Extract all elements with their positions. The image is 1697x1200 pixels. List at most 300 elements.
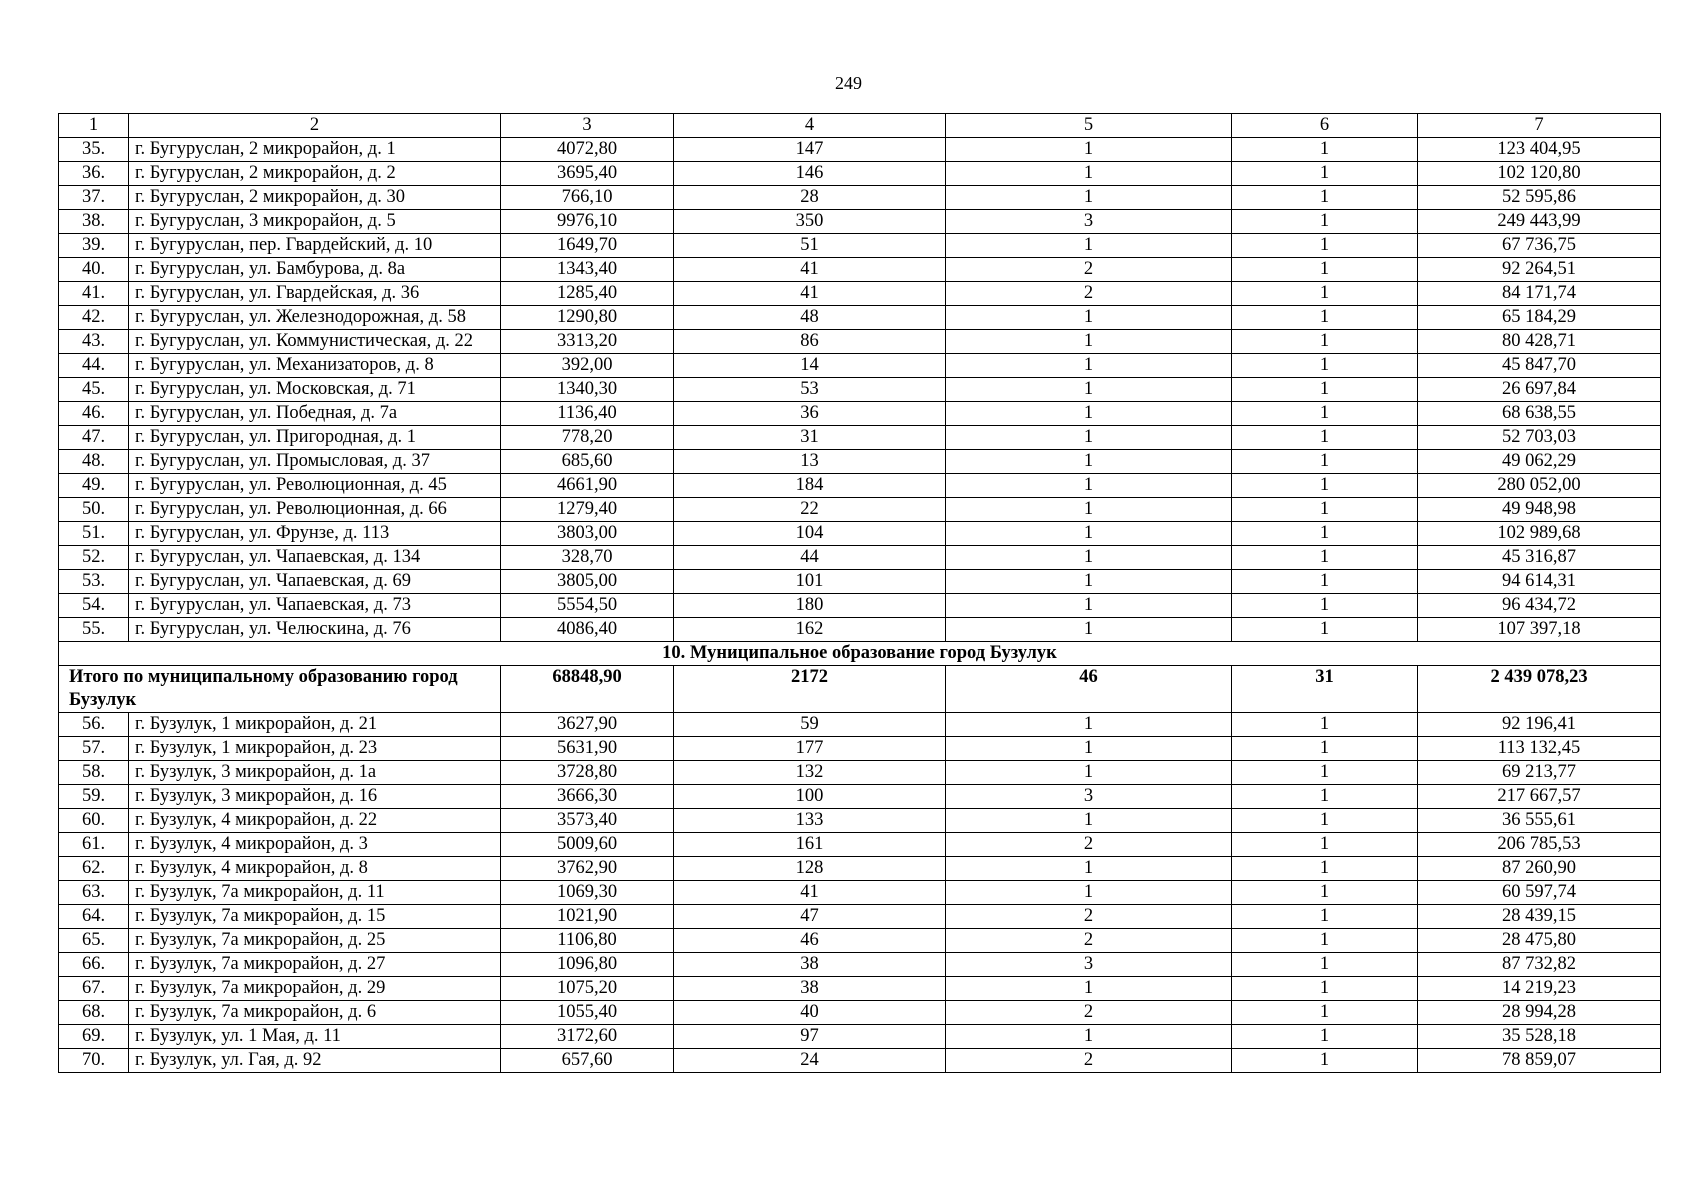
col5-cell: 1 [946, 1025, 1232, 1049]
residents-cell: 38 [674, 977, 946, 1001]
table-row [59, 833, 1661, 857]
row-number-cell: 56. [59, 713, 129, 737]
table-row [59, 210, 1661, 234]
area-cell: 1279,40 [501, 498, 674, 522]
area-cell: 4086,40 [501, 618, 674, 642]
area-cell: 3573,40 [501, 809, 674, 833]
col5-cell: 2 [946, 258, 1232, 282]
table-row [59, 330, 1661, 354]
residents-cell: 51 [674, 234, 946, 258]
col5-cell: 1 [946, 354, 1232, 378]
col5-cell: 2 [946, 929, 1232, 953]
col6-cell: 1 [1232, 258, 1418, 282]
residents-cell: 177 [674, 737, 946, 761]
residents-cell: 86 [674, 330, 946, 354]
col5-cell: 2 [946, 282, 1232, 306]
residents-cell: 104 [674, 522, 946, 546]
table-row [59, 474, 1661, 498]
row-number-cell: 46. [59, 402, 129, 426]
cost-cell: 36 555,61 [1418, 809, 1661, 833]
residents-cell: 161 [674, 833, 946, 857]
residents-cell: 133 [674, 809, 946, 833]
address-cell: г. Бузулук, 3 микрорайон, д. 16 [129, 785, 501, 809]
residents-cell: 350 [674, 210, 946, 234]
row-number-cell: 50. [59, 498, 129, 522]
col5-cell: 1 [946, 450, 1232, 474]
row-number-cell: 53. [59, 570, 129, 594]
row-number-cell: 37. [59, 186, 129, 210]
address-cell: г. Бузулук, 7а микрорайон, д. 25 [129, 929, 501, 953]
row-number-cell: 47. [59, 426, 129, 450]
col5-cell: 1 [946, 378, 1232, 402]
cost-cell: 102 120,80 [1418, 162, 1661, 186]
address-cell: г. Бузулук, 4 микрорайон, д. 3 [129, 833, 501, 857]
address-cell: г. Бугуруслан, ул. Чапаевская, д. 69 [129, 570, 501, 594]
address-cell: г. Бузулук, 1 микрорайон, д. 21 [129, 713, 501, 737]
area-cell: 3695,40 [501, 162, 674, 186]
header-cell: 1 [59, 114, 129, 138]
col5-cell: 3 [946, 785, 1232, 809]
row-number-cell: 38. [59, 210, 129, 234]
area-cell: 685,60 [501, 450, 674, 474]
table-row [59, 594, 1661, 618]
cost-cell: 92 196,41 [1418, 713, 1661, 737]
table-row [59, 1049, 1661, 1073]
col5-cell: 1 [946, 426, 1232, 450]
address-cell: г. Бузулук, 7а микрорайон, д. 29 [129, 977, 501, 1001]
area-cell: 1055,40 [501, 1001, 674, 1025]
area-cell: 3803,00 [501, 522, 674, 546]
section-title: 10. Муниципальное образование город Бузулук [59, 642, 1661, 666]
row-number-cell: 35. [59, 138, 129, 162]
total-cost: 2 439 078,23 [1418, 666, 1661, 713]
col5-cell: 1 [946, 594, 1232, 618]
area-cell: 3313,20 [501, 330, 674, 354]
col6-cell: 1 [1232, 929, 1418, 953]
area-cell: 3172,60 [501, 1025, 674, 1049]
col6-cell: 1 [1232, 546, 1418, 570]
address-cell: г. Бузулук, 1 микрорайон, д. 23 [129, 737, 501, 761]
row-number-cell: 41. [59, 282, 129, 306]
address-cell: г. Бузулук, 4 микрорайон, д. 8 [129, 857, 501, 881]
col6-cell: 1 [1232, 402, 1418, 426]
row-number-cell: 54. [59, 594, 129, 618]
col6-cell: 1 [1232, 210, 1418, 234]
cost-cell: 123 404,95 [1418, 138, 1661, 162]
header-cell: 2 [129, 114, 501, 138]
address-cell: г. Бугуруслан, ул. Железнодорожная, д. 58 [129, 306, 501, 330]
residents-cell: 28 [674, 186, 946, 210]
col5-cell: 1 [946, 546, 1232, 570]
header-cell: 6 [1232, 114, 1418, 138]
row-number-cell: 43. [59, 330, 129, 354]
table-row [59, 306, 1661, 330]
col5-cell: 2 [946, 833, 1232, 857]
area-cell: 1649,70 [501, 234, 674, 258]
area-cell: 392,00 [501, 354, 674, 378]
address-cell: г. Бугуруслан, пер. Гвардейский, д. 10 [129, 234, 501, 258]
area-cell: 1106,80 [501, 929, 674, 953]
col5-cell: 1 [946, 977, 1232, 1001]
col5-cell: 1 [946, 186, 1232, 210]
area-cell: 3627,90 [501, 713, 674, 737]
table-row [59, 761, 1661, 785]
residents-cell: 180 [674, 594, 946, 618]
cost-cell: 45 316,87 [1418, 546, 1661, 570]
table-row [59, 426, 1661, 450]
cost-cell: 249 443,99 [1418, 210, 1661, 234]
cost-cell: 102 989,68 [1418, 522, 1661, 546]
col5-cell: 1 [946, 234, 1232, 258]
col6-cell: 1 [1232, 761, 1418, 785]
row-number-cell: 59. [59, 785, 129, 809]
col6-cell: 1 [1232, 234, 1418, 258]
table-row [59, 570, 1661, 594]
address-cell: г. Бугуруслан, ул. Челюскина, д. 76 [129, 618, 501, 642]
address-cell: г. Бугуруслан, ул. Механизаторов, д. 8 [129, 354, 501, 378]
table-row [59, 618, 1661, 642]
address-cell: г. Бугуруслан, ул. Гвардейская, д. 36 [129, 282, 501, 306]
address-cell: г. Бузулук, 7а микрорайон, д. 6 [129, 1001, 501, 1025]
address-cell: г. Бугуруслан, ул. Чапаевская, д. 134 [129, 546, 501, 570]
total-residents: 2172 [674, 666, 946, 713]
total-col6: 31 [1232, 666, 1418, 713]
table-row [59, 905, 1661, 929]
residents-cell: 128 [674, 857, 946, 881]
table-row [59, 809, 1661, 833]
area-cell: 766,10 [501, 186, 674, 210]
address-cell: г. Бугуруслан, ул. Коммунистическая, д. 22 [129, 330, 501, 354]
row-number-cell: 63. [59, 881, 129, 905]
address-cell: г. Бузулук, 7а микрорайон, д. 11 [129, 881, 501, 905]
cost-cell: 67 736,75 [1418, 234, 1661, 258]
col5-cell: 1 [946, 809, 1232, 833]
row-number-cell: 39. [59, 234, 129, 258]
row-number-cell: 68. [59, 1001, 129, 1025]
total-label: Итого по муниципальному образованию город Бузулук [59, 666, 501, 713]
col6-cell: 1 [1232, 833, 1418, 857]
area-cell: 1290,80 [501, 306, 674, 330]
col6-cell: 1 [1232, 186, 1418, 210]
address-cell: г. Бугуруслан, ул. Революционная, д. 66 [129, 498, 501, 522]
table-row [59, 378, 1661, 402]
table-row [59, 881, 1661, 905]
section-header-row [59, 642, 1661, 666]
residents-cell: 146 [674, 162, 946, 186]
col6-cell: 1 [1232, 354, 1418, 378]
address-cell: г. Бугуруслан, ул. Московская, д. 71 [129, 378, 501, 402]
col5-cell: 3 [946, 210, 1232, 234]
area-cell: 1075,20 [501, 977, 674, 1001]
residents-cell: 147 [674, 138, 946, 162]
residents-cell: 41 [674, 282, 946, 306]
area-cell: 1343,40 [501, 258, 674, 282]
cost-cell: 28 994,28 [1418, 1001, 1661, 1025]
row-number-cell: 44. [59, 354, 129, 378]
address-cell: г. Бузулук, ул. 1 Мая, д. 11 [129, 1025, 501, 1049]
col5-cell: 3 [946, 953, 1232, 977]
address-cell: г. Бугуруслан, ул. Революционная, д. 45 [129, 474, 501, 498]
col6-cell: 1 [1232, 905, 1418, 929]
row-number-cell: 49. [59, 474, 129, 498]
residents-cell: 41 [674, 881, 946, 905]
area-cell: 3666,30 [501, 785, 674, 809]
row-number-cell: 45. [59, 378, 129, 402]
cost-cell: 52 595,86 [1418, 186, 1661, 210]
table-body [59, 114, 1661, 1073]
table-row [59, 522, 1661, 546]
col6-cell: 1 [1232, 977, 1418, 1001]
col5-cell: 1 [946, 162, 1232, 186]
cost-cell: 87 260,90 [1418, 857, 1661, 881]
cost-cell: 35 528,18 [1418, 1025, 1661, 1049]
residents-cell: 22 [674, 498, 946, 522]
col5-cell: 1 [946, 881, 1232, 905]
col6-cell: 1 [1232, 953, 1418, 977]
table-row [59, 162, 1661, 186]
table-row [59, 138, 1661, 162]
residents-cell: 184 [674, 474, 946, 498]
col6-cell: 1 [1232, 282, 1418, 306]
col5-cell: 1 [946, 402, 1232, 426]
col6-cell: 1 [1232, 713, 1418, 737]
residents-cell: 48 [674, 306, 946, 330]
col5-cell: 2 [946, 1001, 1232, 1025]
area-cell: 657,60 [501, 1049, 674, 1073]
address-cell: г. Бузулук, 7а микрорайон, д. 27 [129, 953, 501, 977]
col6-cell: 1 [1232, 857, 1418, 881]
col6-cell: 1 [1232, 1049, 1418, 1073]
cost-cell: 65 184,29 [1418, 306, 1661, 330]
cost-cell: 87 732,82 [1418, 953, 1661, 977]
column-number-header-row [59, 114, 1661, 138]
total-row [59, 666, 1661, 713]
header-cell: 4 [674, 114, 946, 138]
cost-cell: 60 597,74 [1418, 881, 1661, 905]
row-number-cell: 57. [59, 737, 129, 761]
area-cell: 328,70 [501, 546, 674, 570]
col5-cell: 1 [946, 857, 1232, 881]
cost-cell: 49 062,29 [1418, 450, 1661, 474]
residents-cell: 31 [674, 426, 946, 450]
residents-cell: 53 [674, 378, 946, 402]
address-cell: г. Бузулук, ул. Гая, д. 92 [129, 1049, 501, 1073]
col5-cell: 1 [946, 737, 1232, 761]
row-number-cell: 55. [59, 618, 129, 642]
col6-cell: 1 [1232, 498, 1418, 522]
col5-cell: 2 [946, 1049, 1232, 1073]
row-number-cell: 62. [59, 857, 129, 881]
col6-cell: 1 [1232, 809, 1418, 833]
address-cell: г. Бугуруслан, 2 микрорайон, д. 30 [129, 186, 501, 210]
address-cell: г. Бузулук, 3 микрорайон, д. 1а [129, 761, 501, 785]
col6-cell: 1 [1232, 426, 1418, 450]
row-number-cell: 58. [59, 761, 129, 785]
residents-cell: 59 [674, 713, 946, 737]
cost-cell: 96 434,72 [1418, 594, 1661, 618]
row-number-cell: 65. [59, 929, 129, 953]
address-cell: г. Бузулук, 4 микрорайон, д. 22 [129, 809, 501, 833]
table-row [59, 186, 1661, 210]
col6-cell: 1 [1232, 450, 1418, 474]
cost-cell: 45 847,70 [1418, 354, 1661, 378]
col5-cell: 1 [946, 330, 1232, 354]
table-row [59, 977, 1661, 1001]
cost-cell: 28 439,15 [1418, 905, 1661, 929]
address-cell: г. Бугуруслан, ул. Пригородная, д. 1 [129, 426, 501, 450]
area-cell: 1096,80 [501, 953, 674, 977]
col5-cell: 2 [946, 905, 1232, 929]
residents-cell: 13 [674, 450, 946, 474]
area-cell: 9976,10 [501, 210, 674, 234]
housing-table [58, 113, 1661, 1073]
col6-cell: 1 [1232, 138, 1418, 162]
cost-cell: 14 219,23 [1418, 977, 1661, 1001]
header-cell: 5 [946, 114, 1232, 138]
table-row [59, 282, 1661, 306]
area-cell: 778,20 [501, 426, 674, 450]
col5-cell: 1 [946, 522, 1232, 546]
area-cell: 4661,90 [501, 474, 674, 498]
col5-cell: 1 [946, 138, 1232, 162]
row-number-cell: 60. [59, 809, 129, 833]
col6-cell: 1 [1232, 522, 1418, 546]
area-cell: 5631,90 [501, 737, 674, 761]
table-row [59, 354, 1661, 378]
col6-cell: 1 [1232, 306, 1418, 330]
row-number-cell: 66. [59, 953, 129, 977]
table-row [59, 953, 1661, 977]
header-cell: 3 [501, 114, 674, 138]
area-cell: 1021,90 [501, 905, 674, 929]
cost-cell: 78 859,07 [1418, 1049, 1661, 1073]
page-number: 249 [835, 73, 862, 93]
table-row [59, 1025, 1661, 1049]
row-number-cell: 70. [59, 1049, 129, 1073]
address-cell: г. Бузулук, 7а микрорайон, д. 15 [129, 905, 501, 929]
cost-cell: 217 667,57 [1418, 785, 1661, 809]
col6-cell: 1 [1232, 785, 1418, 809]
address-cell: г. Бугуруслан, ул. Победная, д. 7а [129, 402, 501, 426]
row-number-cell: 64. [59, 905, 129, 929]
area-cell: 5009,60 [501, 833, 674, 857]
total-col5: 46 [946, 666, 1232, 713]
table-row [59, 450, 1661, 474]
area-cell: 1136,40 [501, 402, 674, 426]
table-row [59, 546, 1661, 570]
table-row [59, 1001, 1661, 1025]
residents-cell: 41 [674, 258, 946, 282]
cost-cell: 28 475,80 [1418, 929, 1661, 953]
total-area: 68848,90 [501, 666, 674, 713]
table-row [59, 402, 1661, 426]
cost-cell: 113 132,45 [1418, 737, 1661, 761]
cost-cell: 280 052,00 [1418, 474, 1661, 498]
address-cell: г. Бугуруслан, 2 микрорайон, д. 2 [129, 162, 501, 186]
col5-cell: 1 [946, 498, 1232, 522]
address-cell: г. Бугуруслан, ул. Промысловая, д. 37 [129, 450, 501, 474]
residents-cell: 100 [674, 785, 946, 809]
residents-cell: 162 [674, 618, 946, 642]
row-number-cell: 36. [59, 162, 129, 186]
col6-cell: 1 [1232, 1001, 1418, 1025]
table-row [59, 785, 1661, 809]
cost-cell: 92 264,51 [1418, 258, 1661, 282]
address-cell: г. Бугуруслан, ул. Фрунзе, д. 113 [129, 522, 501, 546]
cost-cell: 206 785,53 [1418, 833, 1661, 857]
col5-cell: 1 [946, 474, 1232, 498]
col6-cell: 1 [1232, 570, 1418, 594]
cost-cell: 26 697,84 [1418, 378, 1661, 402]
table-row [59, 737, 1661, 761]
residents-cell: 47 [674, 905, 946, 929]
cost-cell: 107 397,18 [1418, 618, 1661, 642]
col5-cell: 1 [946, 306, 1232, 330]
col6-cell: 1 [1232, 1025, 1418, 1049]
row-number-cell: 51. [59, 522, 129, 546]
table-row [59, 234, 1661, 258]
col5-cell: 1 [946, 618, 1232, 642]
col6-cell: 1 [1232, 330, 1418, 354]
residents-cell: 97 [674, 1025, 946, 1049]
address-cell: г. Бугуруслан, ул. Бамбурова, д. 8а [129, 258, 501, 282]
col5-cell: 1 [946, 570, 1232, 594]
row-number-cell: 48. [59, 450, 129, 474]
col6-cell: 1 [1232, 737, 1418, 761]
row-number-cell: 61. [59, 833, 129, 857]
col6-cell: 1 [1232, 474, 1418, 498]
residents-cell: 38 [674, 953, 946, 977]
residents-cell: 44 [674, 546, 946, 570]
residents-cell: 24 [674, 1049, 946, 1073]
cost-cell: 52 703,03 [1418, 426, 1661, 450]
cost-cell: 80 428,71 [1418, 330, 1661, 354]
cost-cell: 94 614,31 [1418, 570, 1661, 594]
table-row [59, 857, 1661, 881]
col5-cell: 1 [946, 761, 1232, 785]
table-row [59, 258, 1661, 282]
area-cell: 3728,80 [501, 761, 674, 785]
table-row [59, 713, 1661, 737]
cost-cell: 68 638,55 [1418, 402, 1661, 426]
col5-cell: 1 [946, 713, 1232, 737]
table-row [59, 929, 1661, 953]
area-cell: 1285,40 [501, 282, 674, 306]
col6-cell: 1 [1232, 162, 1418, 186]
area-cell: 4072,80 [501, 138, 674, 162]
address-cell: г. Бугуруслан, ул. Чапаевская, д. 73 [129, 594, 501, 618]
col6-cell: 1 [1232, 378, 1418, 402]
cost-cell: 69 213,77 [1418, 761, 1661, 785]
residents-cell: 46 [674, 929, 946, 953]
header-cell: 7 [1418, 114, 1661, 138]
address-cell: г. Бугуруслан, 3 микрорайон, д. 5 [129, 210, 501, 234]
area-cell: 3805,00 [501, 570, 674, 594]
table-row [59, 498, 1661, 522]
address-cell: г. Бугуруслан, 2 микрорайон, д. 1 [129, 138, 501, 162]
col6-cell: 1 [1232, 881, 1418, 905]
col6-cell: 1 [1232, 618, 1418, 642]
row-number-cell: 42. [59, 306, 129, 330]
residents-cell: 36 [674, 402, 946, 426]
row-number-cell: 40. [59, 258, 129, 282]
row-number-cell: 67. [59, 977, 129, 1001]
area-cell: 3762,90 [501, 857, 674, 881]
area-cell: 1069,30 [501, 881, 674, 905]
cost-cell: 84 171,74 [1418, 282, 1661, 306]
residents-cell: 40 [674, 1001, 946, 1025]
residents-cell: 101 [674, 570, 946, 594]
